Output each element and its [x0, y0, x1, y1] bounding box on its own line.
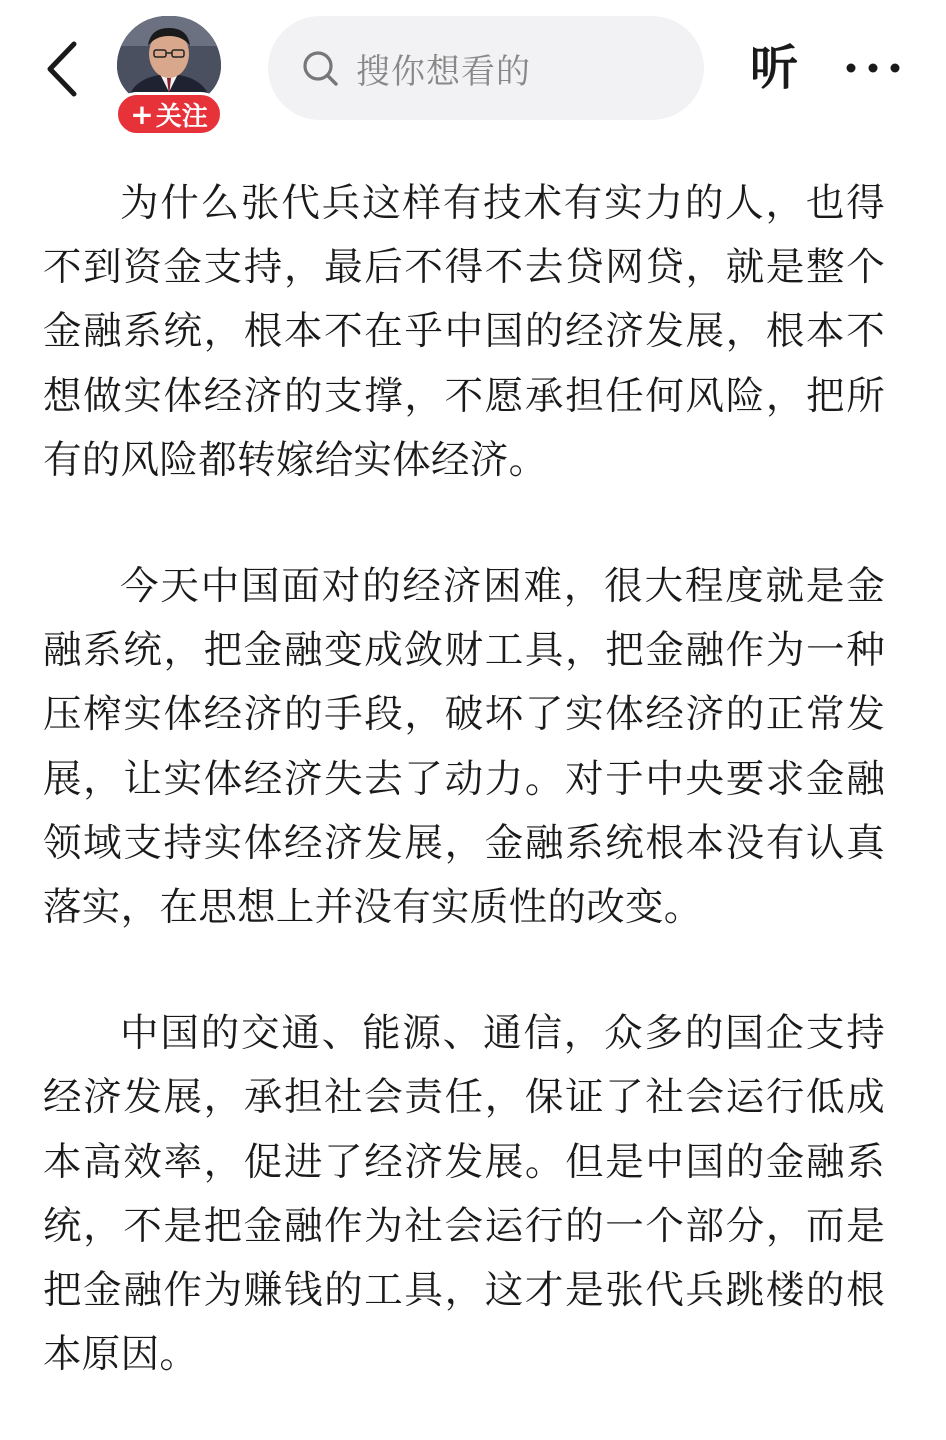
author-avatar-group[interactable]: [115, 16, 223, 132]
plus-icon: +: [130, 97, 154, 131]
more-button[interactable]: [842, 50, 904, 86]
listen-button[interactable]: 听: [750, 40, 799, 96]
article-paragraph: 为什么张代兵这样有技术有实力的人，也得不到资金支持，最后不得不去贷网贷，就是整个金融系统，根本不在乎中国的经济发展，根本不想做实体经济的支撑，不愿承担任何风险，把所有的风险都转嫁给实体经济。: [43, 181, 885, 483]
chevron-left-icon: [38, 38, 88, 100]
article-body: [43, 172, 885, 1387]
article-paragraph: 今天中国面对的经济困难，很大程度就是金融系统，把金融变成敛财工具，把金融作为一种压榨实体经济的手段，破坏了实体经济的正常发展，让实体经济失去了动力。对于中央要求金融领域支持实体经济发展，金融系统根本没有认真落实，在思想上并没有实质性的改变。: [43, 564, 885, 931]
article-paragraph: 中国的交通、能源、通信，众多的国企支持经济发展，承担社会责任，保证了社会运行低成本高效率，促进了经济发展。但是中国的金融系统，不是把金融作为社会运行的一个部分，而是把金融作为赚钱的工具，这才是张代兵跳楼的根本原因。: [43, 1011, 885, 1378]
back-button[interactable]: [38, 38, 88, 100]
follow-button[interactable]: [115, 92, 223, 136]
more-horizontal-icon: [842, 50, 904, 86]
avatar[interactable]: [117, 16, 221, 104]
avatar-image: [117, 16, 221, 104]
search-icon: [300, 48, 340, 88]
top-bar: [0, 0, 946, 140]
search-placeholder: 搜你想看的: [356, 51, 531, 92]
search-input[interactable]: [268, 16, 704, 120]
follow-label: 关注: [155, 101, 208, 132]
